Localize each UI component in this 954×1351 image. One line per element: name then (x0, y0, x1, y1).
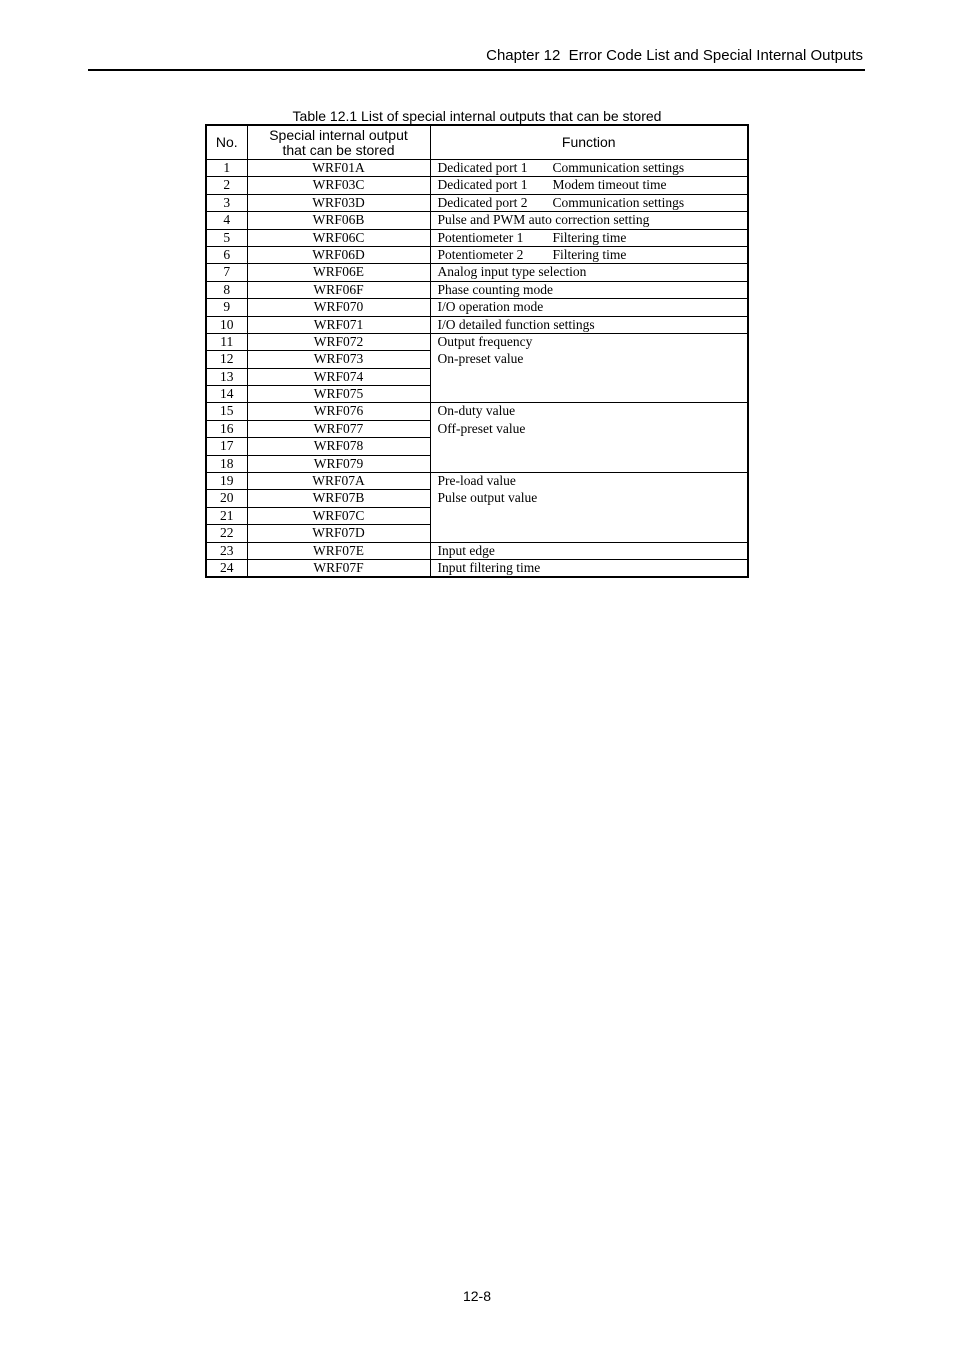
row-output: WRF06D (247, 246, 430, 263)
function-line: Output frequency (437, 333, 533, 349)
function-prefix: Potentiometer 2 (437, 246, 524, 262)
row-output: WRF03C (247, 177, 430, 194)
function-prefix: Potentiometer 1 (437, 229, 524, 245)
row-output: WRF078 (247, 438, 430, 455)
page-number: 12-8 (462, 1288, 492, 1304)
row-function-group (430, 473, 748, 543)
table-row (206, 264, 748, 281)
page-header (88, 47, 865, 71)
row-no: 10 (206, 316, 247, 333)
row-function (430, 246, 748, 263)
table-caption: Table 12.1 List of special internal outputs that can be stored (292, 108, 662, 124)
row-output: WRF03D (247, 194, 430, 211)
row-output: WRF07E (247, 542, 430, 559)
row-function: I/O operation mode (430, 299, 748, 316)
row-function (430, 160, 748, 177)
row-no: 20 (206, 490, 247, 507)
row-output: WRF07D (247, 525, 430, 542)
function-line: On-duty value (437, 403, 516, 419)
row-output: WRF071 (247, 316, 430, 333)
row-function: Input edge (430, 542, 748, 559)
table-row (206, 333, 748, 350)
table-row (206, 299, 748, 316)
row-no: 2 (206, 177, 247, 194)
row-output: WRF072 (247, 333, 430, 350)
column-header-output-line2: that can be stored (282, 141, 395, 158)
row-function-group (430, 403, 748, 473)
row-function (430, 229, 748, 246)
row-no: 11 (206, 333, 247, 350)
function-prefix: Dedicated port 1 (437, 177, 528, 193)
column-header-function: Function (430, 125, 748, 160)
row-no: 6 (206, 246, 247, 263)
table-row (206, 559, 748, 577)
row-output: WRF07A (247, 473, 430, 490)
row-function: Phase counting mode (430, 281, 748, 298)
row-no: 4 (206, 212, 247, 229)
table-row (206, 316, 748, 333)
function-text: Communication settings (552, 194, 685, 210)
row-no: 21 (206, 507, 247, 524)
table-row (206, 281, 748, 298)
row-no: 13 (206, 368, 247, 385)
column-header-output-line1: Special internal output (269, 126, 408, 143)
row-function (430, 177, 748, 194)
table-row (206, 246, 748, 263)
function-line: Pre-load value (437, 473, 516, 489)
row-output: WRF06F (247, 281, 430, 298)
function-text: Filtering time (552, 229, 627, 245)
row-no: 8 (206, 281, 247, 298)
table-row (206, 229, 748, 246)
row-output: WRF07B (247, 490, 430, 507)
row-output: WRF075 (247, 386, 430, 403)
row-output: WRF079 (247, 455, 430, 472)
row-function: Pulse and PWM auto correction setting (430, 212, 748, 229)
row-output: WRF074 (247, 368, 430, 385)
row-no: 23 (206, 542, 247, 559)
table-row (206, 177, 748, 194)
row-function: I/O detailed function settings (430, 316, 748, 333)
function-text: Communication settings (552, 160, 685, 175)
row-output: WRF06C (247, 229, 430, 246)
table-row (206, 542, 748, 559)
chapter-title: Chapter 12 Error Code List and Special Internal Outputs (486, 47, 863, 64)
row-no: 15 (206, 403, 247, 420)
function-line: On-preset value (437, 351, 524, 367)
row-function (430, 194, 748, 211)
function-line: Pulse output value (437, 490, 538, 506)
table-row (206, 194, 748, 211)
row-output: WRF077 (247, 420, 430, 437)
row-no: 9 (206, 299, 247, 316)
row-no: 1 (206, 160, 247, 177)
row-no: 17 (206, 438, 247, 455)
row-no: 7 (206, 264, 247, 281)
row-no: 14 (206, 386, 247, 403)
row-output: WRF06E (247, 264, 430, 281)
row-function: Analog input type selection (430, 264, 748, 281)
table-row (206, 160, 748, 177)
row-no: 24 (206, 559, 247, 577)
row-output: WRF07F (247, 559, 430, 577)
row-output: WRF07C (247, 507, 430, 524)
column-header-output (247, 125, 430, 160)
row-no: 3 (206, 194, 247, 211)
row-output: WRF01A (247, 160, 430, 177)
row-output: WRF073 (247, 351, 430, 368)
row-output: WRF070 (247, 299, 430, 316)
table-row (206, 473, 748, 490)
row-no: 16 (206, 420, 247, 437)
function-text: Filtering time (552, 246, 627, 262)
function-line: Off-preset value (437, 420, 526, 436)
row-no: 22 (206, 525, 247, 542)
special-outputs-table (205, 124, 749, 578)
table-row (206, 403, 748, 420)
row-function: Input filtering time (430, 559, 748, 577)
column-header-no: No. (206, 125, 247, 160)
row-no: 18 (206, 455, 247, 472)
row-function-group (430, 333, 748, 403)
table-header-row (206, 125, 748, 160)
row-output: WRF076 (247, 403, 430, 420)
row-no: 19 (206, 473, 247, 490)
function-prefix: Dedicated port 1 (437, 160, 528, 175)
row-output: WRF06B (247, 212, 430, 229)
function-prefix: Dedicated port 2 (437, 194, 528, 210)
function-text: Modem timeout time (552, 177, 667, 193)
table-row (206, 212, 748, 229)
row-no: 5 (206, 229, 247, 246)
row-no: 12 (206, 351, 247, 368)
